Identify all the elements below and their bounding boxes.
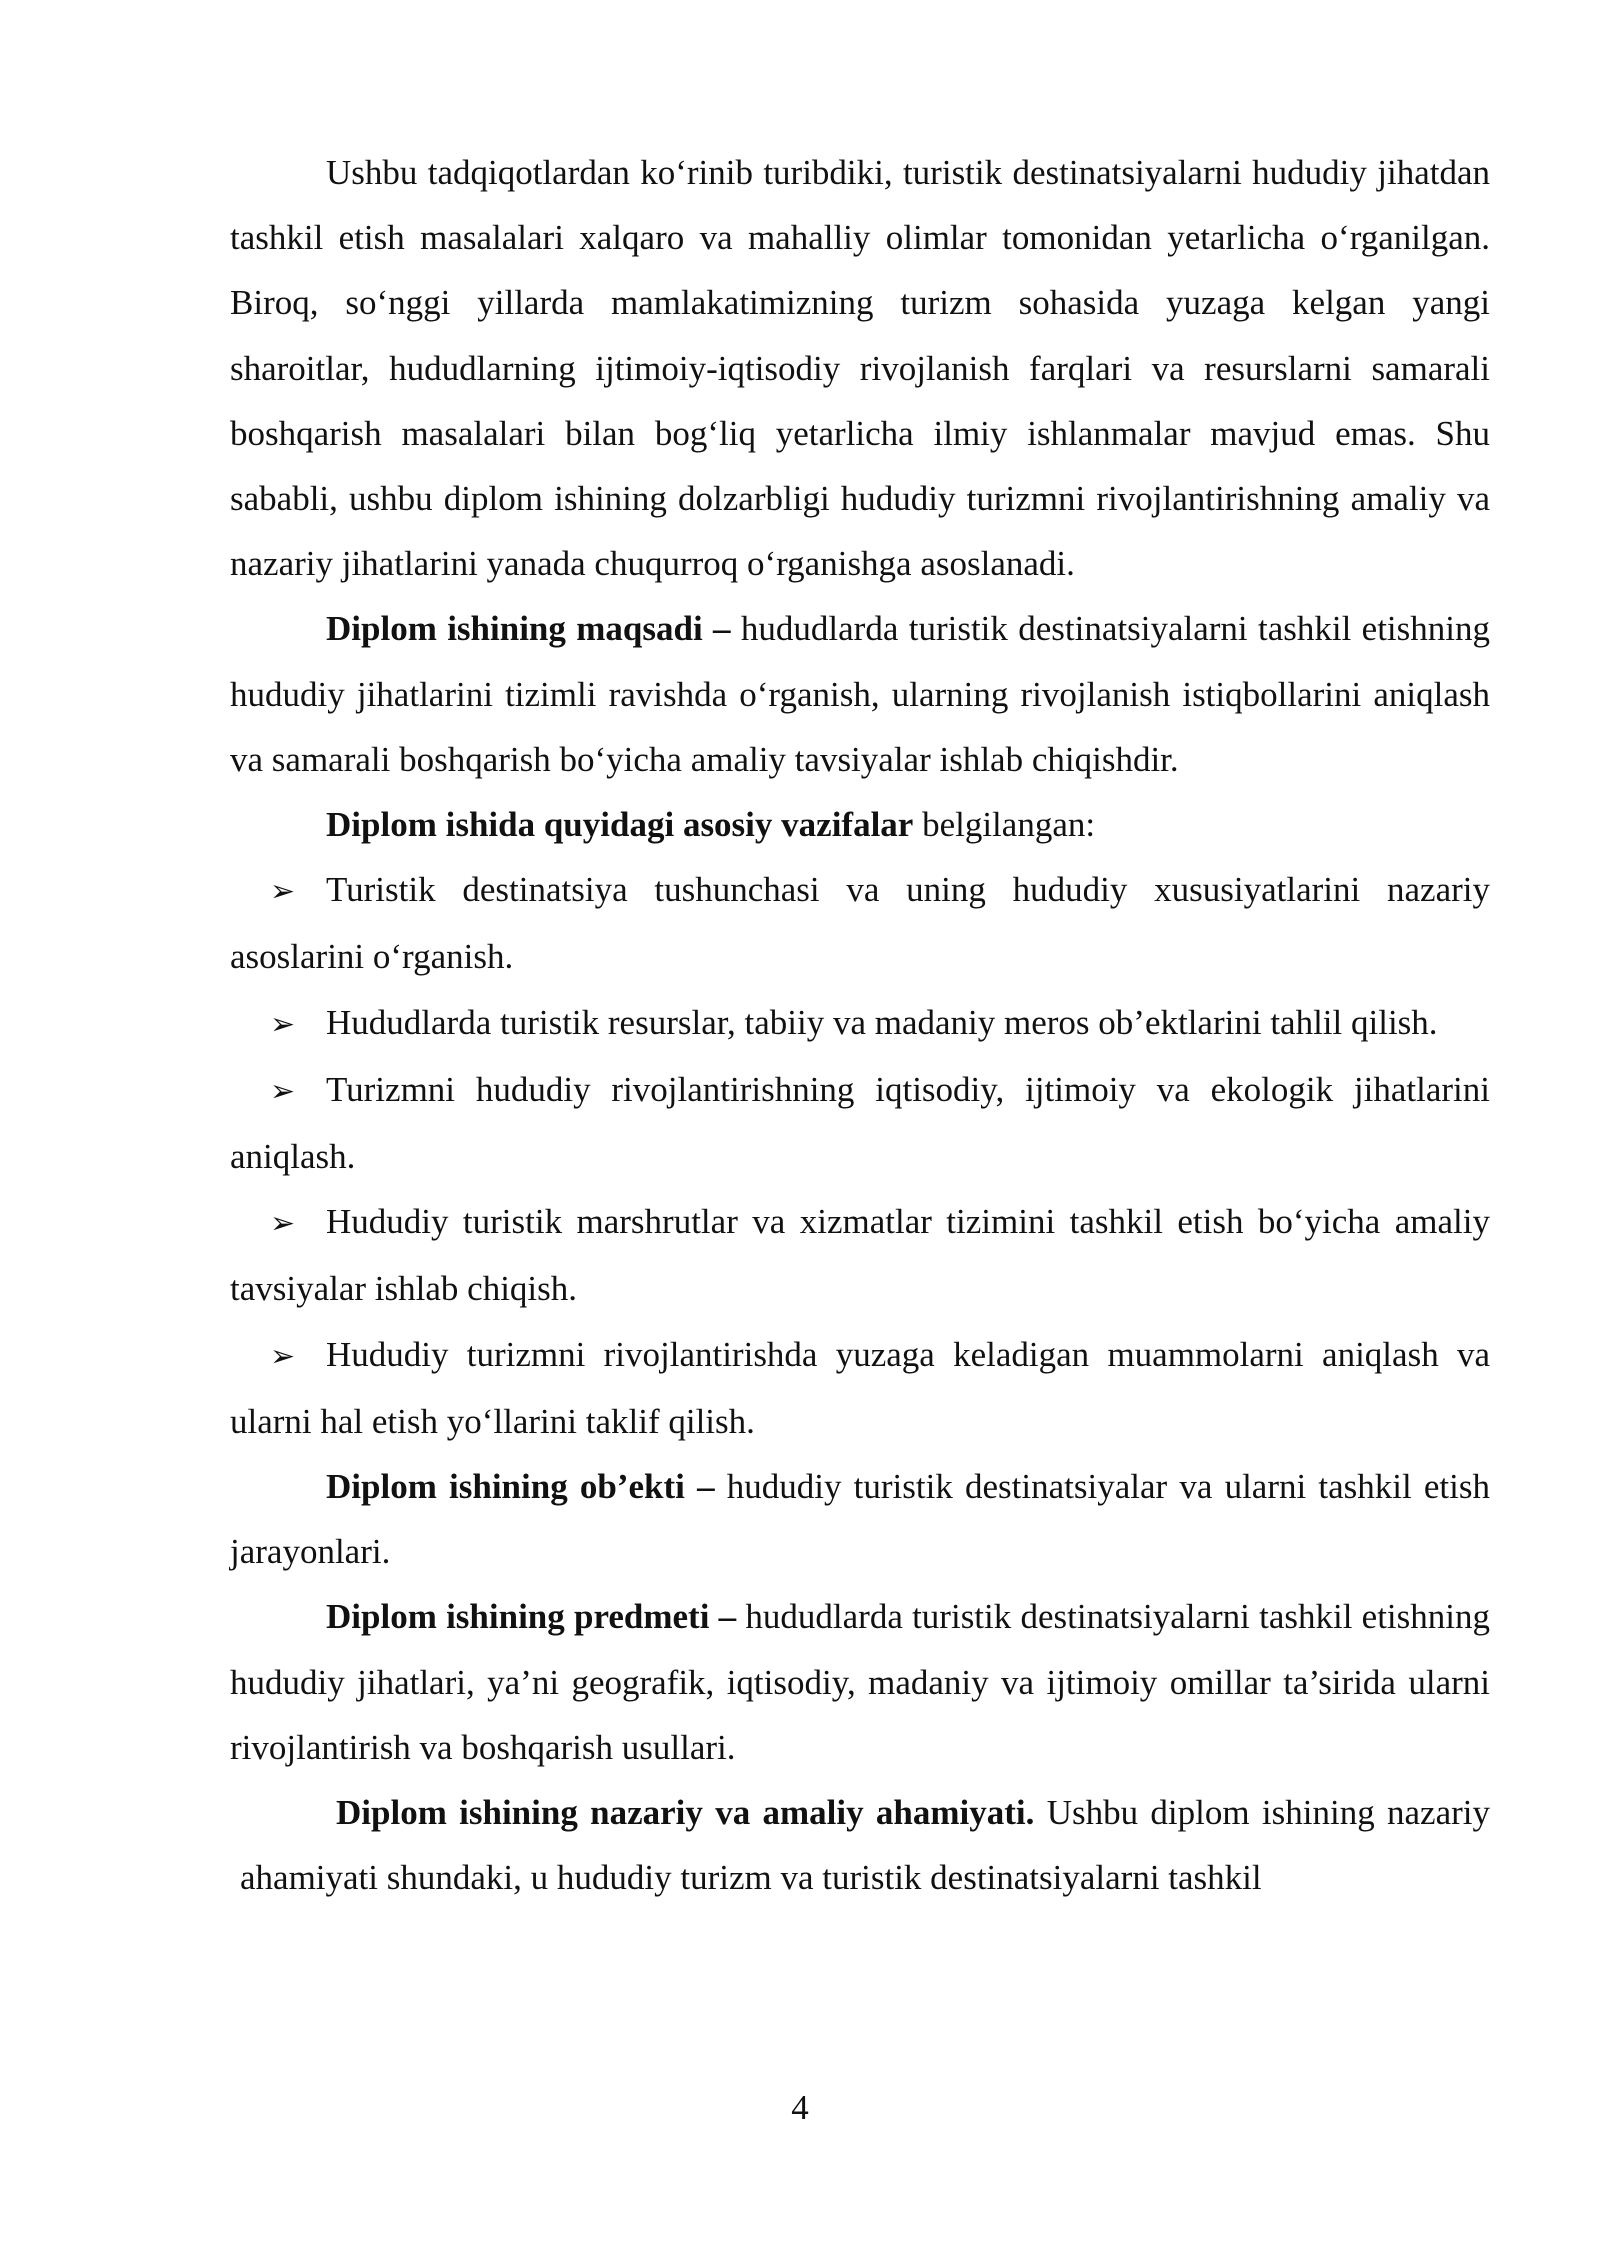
subject-heading: Diplom ishining predmeti – — [326, 1597, 737, 1637]
task-list-item — [230, 990, 1490, 1057]
object-paragraph — [230, 1454, 1490, 1584]
object-text: hududiy turistik destinatsiyalar va ularni tashkil etish jarayonlari. — [230, 1467, 1490, 1572]
arrowhead-bullet-icon: ➢ — [270, 1007, 296, 1041]
task-text: Turizmni hududiy rivojlantirishning iqtisodiy, ijtimoiy va ekologik jihatlarini aniqlash. — [230, 1069, 1490, 1177]
arrowhead-bullet-icon: ➢ — [270, 1074, 296, 1108]
arrowhead-bullet-icon: ➢ — [270, 875, 296, 909]
task-text: Hududlarda turistik resurslar, tabiiy va madaniy meros ob’ektlarini tahlil qilish. — [326, 1002, 1438, 1042]
task-list-item — [230, 1189, 1490, 1321]
subject-paragraph — [230, 1584, 1490, 1780]
tasks-heading: Diplom ishida quyidagi asosiy vazifalar — [326, 805, 914, 845]
goal-paragraph — [230, 596, 1490, 792]
significance-text: Ushbu diplom ishining nazariy ahamiyati shundaki, u hududiy turizm va turistik destinatsiyalarni tashkil — [240, 1793, 1490, 1898]
task-list-item — [230, 1322, 1490, 1454]
task-text: Turistik destinatsiya tushunchasi va uning hududiy xususiyatlarini nazariy asoslarini o‘rganish. — [230, 870, 1490, 977]
arrowhead-bullet-icon: ➢ — [270, 1339, 296, 1373]
goal-text: hududlarda turistik destinatsiyalarni tashkil etishning hududiy jihatlarini tizimli ravishda o‘rganish, ularning rivojlanish istiqbollarini aniqlash va samarali boshqarish bo‘yicha amaliy tavsiyalar ishlab chiqishdir. — [230, 609, 1490, 779]
object-heading: Diplom ishining ob’ekti – — [326, 1467, 715, 1507]
document-body — [230, 140, 1490, 1910]
page-number: 4 — [791, 2088, 809, 2127]
task-text: Hududiy turizmni rivojlantirishda yuzaga keladigan muammolarni aniqlash va ularni hal etish yo‘llarini taklif qilish. — [230, 1334, 1490, 1441]
intro-paragraph: Ushbu tadqiqotlardan ko‘rinib turibdiki, turistik destinatsiyalarni hududiy jihatdan tashkil etish masalalari xalqaro va mahalliy olimlar tomonidan yetarlicha o‘rganilgan. Biroq, so‘nggi yillarda mamlakatimizning turizm sohasida yuzaga kelgan yangi sharoitlar, hududlarning ijtimoiy-iqtisodiy rivojlanish farqlari va resurslarni samarali boshqarish masalalari bilan bog‘liq yetarlicha ilmiy ishlanmalar mavjud emas. Shu sababli, ushbu diplom ishining dolzarbligi hududiy turizmni rivojlantirishning amaliy va nazariy jihatlarini yanada chuqurroq o‘rganishga asoslanadi. — [230, 153, 1490, 584]
tasks-intro-paragraph — [230, 792, 1490, 857]
subject-text: hududlarda turistik destinatsiyalarni tashkil etishning hududiy jihatlari, ya’ni geografik, iqtisodiy, madaniy va ijtimoiy omillar ta’sirida ularni rivojlantirish va boshqarish usullari. — [230, 1597, 1490, 1767]
task-text: Hududiy turistik marshrutlar va xizmatlar tizimini tashkil etish bo‘yicha amaliy tavsiyalar ishlab chiqish. — [230, 1202, 1490, 1309]
significance-paragraph — [230, 1780, 1490, 1910]
tasks-intro-text: belgilangan: — [913, 805, 1096, 845]
arrowhead-bullet-icon: ➢ — [270, 1207, 296, 1241]
task-list-item — [230, 857, 1490, 989]
task-list-item — [230, 1057, 1490, 1189]
significance-heading: Diplom ishining nazariy va amaliy ahamiyati. — [336, 1793, 1035, 1833]
goal-heading: Diplom ishining maqsadi – — [326, 609, 731, 649]
